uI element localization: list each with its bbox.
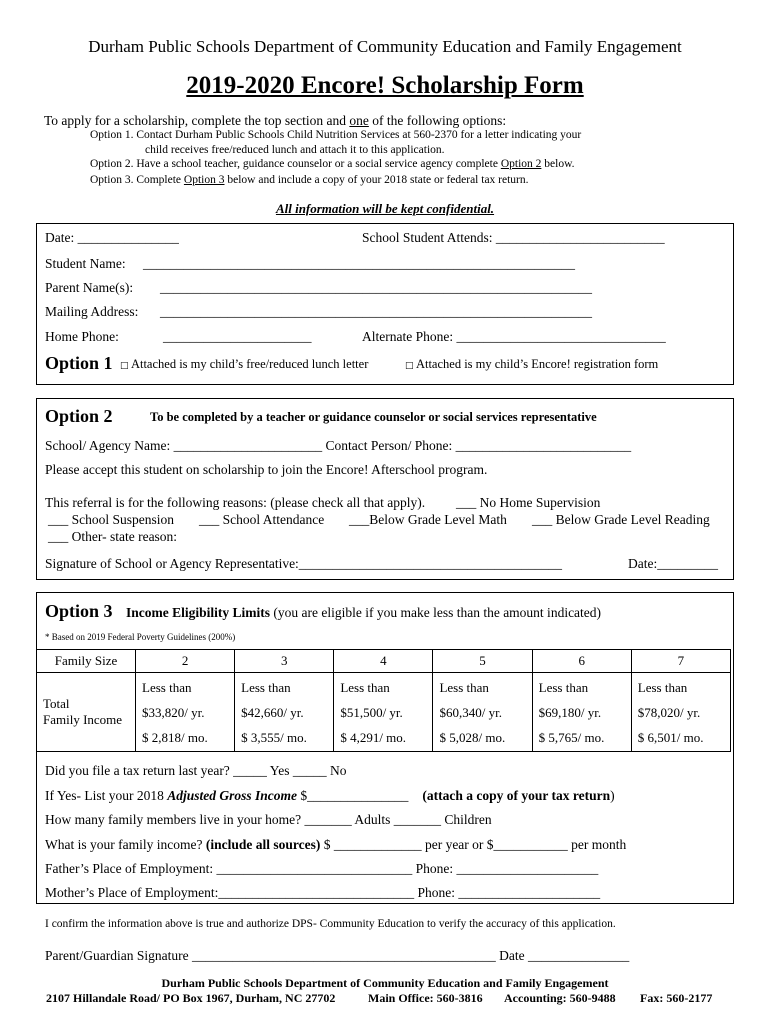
option2-section xyxy=(36,398,734,580)
intro-option3-line: Option 3. Complete Option 3 below and include a copy of your 2018 state or federal tax return. xyxy=(90,174,529,186)
department-header: Durham Public Schools Department of Community Education and Family Engagement xyxy=(88,37,682,56)
income-cell: Less than $51,500/ yr. $ 4,291/ mo. xyxy=(334,673,433,752)
option2-title: Option 2 xyxy=(45,406,113,426)
family-income-field[interactable]: What is your family income? (include all sources) $ _____________ per year or $___________ per month xyxy=(45,837,627,852)
income-cell: Less than $78,020/ yr. $ 6,501/ mo. xyxy=(631,673,730,752)
form-title: 2019-2020 Encore! Scholarship Form xyxy=(186,72,584,99)
referral-prompt: This referral is for the following reasons: (please check all that apply). xyxy=(45,495,426,510)
family-size-cell: 5 xyxy=(433,650,532,673)
accept-statement: Please accept this student on scholarship to join the Encore! Afterschool program. xyxy=(45,462,488,477)
family-size-cell: 7 xyxy=(631,650,730,673)
option1-checkbox-registration[interactable]: □ Attached is my child’s Encore! registration form xyxy=(405,357,659,371)
mother-employment-field[interactable]: Mother’s Place of Employment:_____________________________ Phone: _____________________ xyxy=(45,885,601,900)
reason-other[interactable]: ___ Other- state reason: xyxy=(48,529,178,544)
family-size-cell: 2 xyxy=(136,650,235,673)
student-name-label: Student Name: xyxy=(45,256,126,271)
date-field[interactable]: Date: _______________ xyxy=(45,230,179,245)
income-limits-table xyxy=(36,649,731,752)
checkbox-icon[interactable]: □ xyxy=(120,361,129,371)
option3-subtitle: Income Eligibility Limits (you are eligible if you make less than the amount indicated) xyxy=(126,605,602,620)
mailing-address-label: Mailing Address: xyxy=(45,304,139,319)
poverty-guidelines-note: * Based on 2019 Federal Poverty Guidelines (200%) xyxy=(45,632,236,642)
footer-main-office: Main Office: 560-3816 xyxy=(368,991,483,1005)
income-cell: Less than $33,820/ yr. $ 2,818/ mo. xyxy=(136,673,235,752)
income-row xyxy=(37,673,731,752)
school-attends-field[interactable]: School Student Attends: _________________________ xyxy=(362,230,665,245)
tax-return-question[interactable]: Did you file a tax return last year? _____ Yes _____ No xyxy=(45,763,347,778)
parent-name-field[interactable]: ________________________________________________________________ xyxy=(160,280,592,295)
income-cell: Less than $60,340/ yr. $ 5,028/ mo. xyxy=(433,673,532,752)
option1-checkbox-lunch-letter[interactable]: □ Attached is my child’s free/reduced lunch letter xyxy=(120,357,369,371)
reason-school-attendance[interactable]: ___ School Attendance xyxy=(199,512,325,527)
intro-option1-line2: child receives free/reduced lunch and attach it to this application. xyxy=(145,144,445,156)
family-size-label: Family Size xyxy=(37,650,136,673)
home-phone-field[interactable]: ______________________ xyxy=(163,329,312,344)
intro-text: To apply for a scholarship, complete the top section and one of the following options: xyxy=(44,113,507,128)
footer-fax: Fax: 560-2177 xyxy=(640,991,713,1005)
family-size-cell: 3 xyxy=(235,650,334,673)
guardian-signature-field[interactable]: Parent/Guardian Signature _____________________________________________ Date _______________ xyxy=(45,948,630,963)
representative-signature-field[interactable]: Signature of School or Agency Representative:_______________________________________ xyxy=(45,556,563,571)
father-employment-field[interactable]: Father’s Place of Employment: _____________________________ Phone: _____________________ xyxy=(45,861,599,876)
alternate-phone-field[interactable]: Alternate Phone: _______________________________ xyxy=(362,329,666,344)
option2-subtitle: To be completed by a teacher or guidance counselor or social services representative xyxy=(150,410,597,424)
home-phone-label: Home Phone: xyxy=(45,329,119,344)
reason-school-suspension[interactable]: ___ School Suspension xyxy=(48,512,175,527)
reason-below-grade-math[interactable]: ___Below Grade Level Math xyxy=(349,512,507,527)
intro-option1-line1: Option 1. Contact Durham Public Schools Child Nutrition Services at 560-2370 for a letter indicating your xyxy=(90,129,582,141)
income-cell: Less than $69,180/ yr. $ 5,765/ mo. xyxy=(532,673,631,752)
student-name-field[interactable]: ________________________________________________________________ xyxy=(143,256,575,271)
checkbox-icon[interactable]: □ xyxy=(405,361,414,371)
option1-title: Option 1 xyxy=(45,353,113,373)
representative-date-field[interactable]: Date:_________ xyxy=(628,556,718,571)
agency-contact-field[interactable]: School/ Agency Name: ______________________ Contact Person/ Phone: __________________________ xyxy=(45,438,632,453)
income-cell: Less than $42,660/ yr. $ 3,555/ mo. xyxy=(235,673,334,752)
mailing-address-field[interactable]: ________________________________________________________________ xyxy=(160,304,592,319)
option3-title: Option 3 xyxy=(45,601,113,621)
household-members-field[interactable]: How many family members live in your home? _______ Adults _______ Children xyxy=(45,812,492,827)
reason-below-grade-reading[interactable]: ___ Below Grade Level Reading xyxy=(532,512,710,527)
footer-accounting: Accounting: 560-9488 xyxy=(504,991,616,1005)
family-size-row xyxy=(37,650,731,673)
parent-name-label: Parent Name(s): xyxy=(45,280,134,295)
reason-no-home-supervision[interactable]: ___ No Home Supervision xyxy=(456,495,601,510)
confidential-notice: All information will be kept confidential. xyxy=(275,201,495,216)
confirmation-statement: I confirm the information above is true and authorize DPS- Community Education to verify the accuracy of this application. xyxy=(45,918,616,930)
agi-field[interactable]: If Yes- List your 2018 Adjusted Gross Income $_______________ (attach a copy of your tax return) xyxy=(45,788,615,803)
family-size-cell: 6 xyxy=(532,650,631,673)
footer-address: 2107 Hillandale Road/ PO Box 1967, Durham, NC 27702 xyxy=(46,991,336,1005)
footer-department: Durham Public Schools Department of Community Education and Family Engagement xyxy=(161,976,609,990)
intro-option2-line: Option 2. Have a school teacher, guidance counselor or a social service agency complete Option 2 below. xyxy=(90,158,575,170)
family-size-cell: 4 xyxy=(334,650,433,673)
total-family-income-label: Total Family Income xyxy=(37,673,136,752)
